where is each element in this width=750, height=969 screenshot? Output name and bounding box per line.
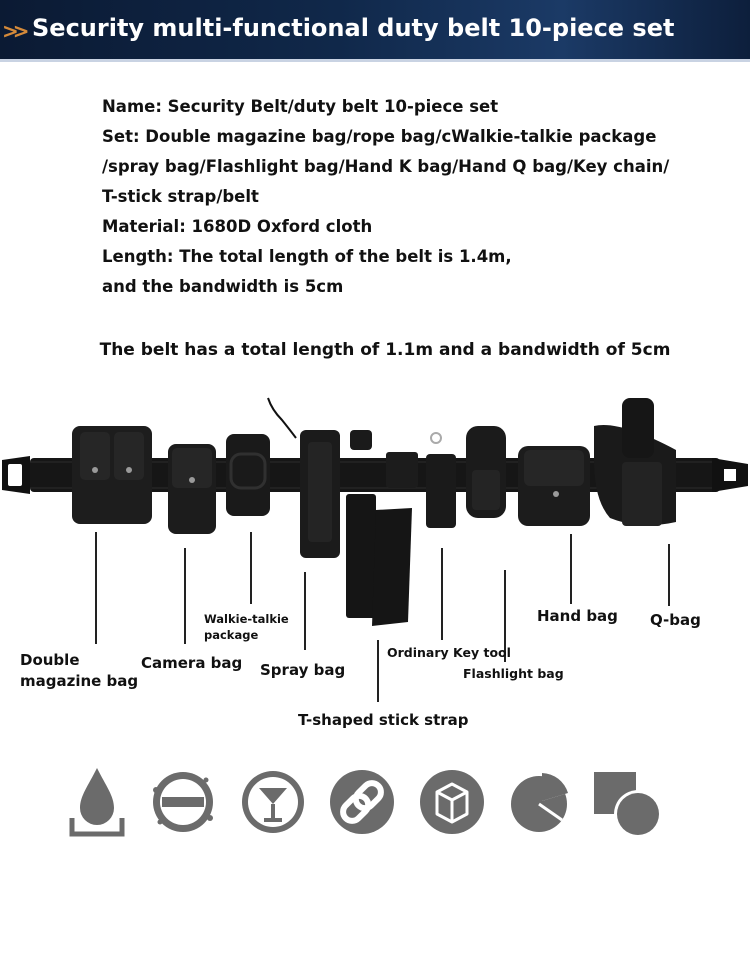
spec-length-line-1: Length: The total length of the belt is 1.4m, — [102, 247, 512, 266]
leader-line-hand-bag — [570, 534, 572, 604]
spec-length-line-2: and the bandwidth is 5cm — [102, 277, 344, 296]
spec-material-line: Material: 1680D Oxford cloth — [102, 217, 373, 236]
leader-line-double-magazine — [95, 532, 97, 644]
leader-line-q-bag — [668, 544, 670, 606]
banner-title: Security multi-functional duty belt 10-piece set — [32, 14, 675, 42]
label-double-magazine-line-1: Double — [20, 651, 80, 669]
label-hand-bag: Hand bag — [537, 607, 618, 625]
leader-line-key-tool — [441, 548, 443, 640]
leader-line-camera-bag — [184, 548, 186, 644]
label-double-magazine-line-2: magazine bag — [20, 672, 139, 690]
double-chevron-icon: >> — [2, 19, 24, 43]
label-t-shaped-stick-strap: T-shaped stick strap — [298, 711, 469, 729]
label-walkie-talkie-package — [204, 611, 289, 643]
label-q-bag: Q-bag — [650, 611, 701, 629]
label-flashlight-bag: Flashlight bag — [463, 666, 564, 681]
water-drop-icon — [62, 760, 132, 840]
box-icon — [417, 760, 487, 840]
belt-length-caption: The belt has a total length of 1.1m and a bandwidth of 5cm — [99, 340, 671, 360]
label-double-magazine-bag — [20, 650, 138, 692]
label-walkie-talkie-line-2: package — [204, 628, 259, 642]
label-spray-bag: Spray bag — [260, 661, 346, 679]
label-camera-bag: Camera bag — [141, 654, 243, 672]
spec-name-line: Name: Security Belt/duty belt 10-piece set — [102, 97, 499, 116]
chain-link-icon — [327, 760, 397, 840]
duty-belt-image — [0, 390, 750, 640]
pie-chart-icon — [504, 760, 574, 840]
specification-block — [102, 92, 722, 302]
feature-icons-row — [0, 760, 750, 850]
label-walkie-talkie-line-1: Walkie-talkie — [204, 612, 289, 626]
label-ordinary-key-tool: Ordinary Key tool — [387, 645, 511, 660]
no-entry-splash-icon — [148, 760, 218, 840]
spec-set-line-3: T-stick strap/belt — [102, 187, 259, 206]
shapes-icon — [592, 760, 662, 840]
cocktail-glass-icon — [238, 760, 308, 840]
spec-set-line-1: Set: Double magazine bag/rope bag/cWalkie-talkie package — [102, 127, 657, 146]
leader-line-walkie-talkie — [250, 532, 252, 604]
leader-line-t-stick — [377, 640, 379, 702]
title-banner — [0, 0, 750, 62]
leader-line-spray-bag — [304, 572, 306, 650]
spec-set-line-2: /spray bag/Flashlight bag/Hand K bag/Hand Q bag/Key chain/ — [102, 157, 670, 176]
